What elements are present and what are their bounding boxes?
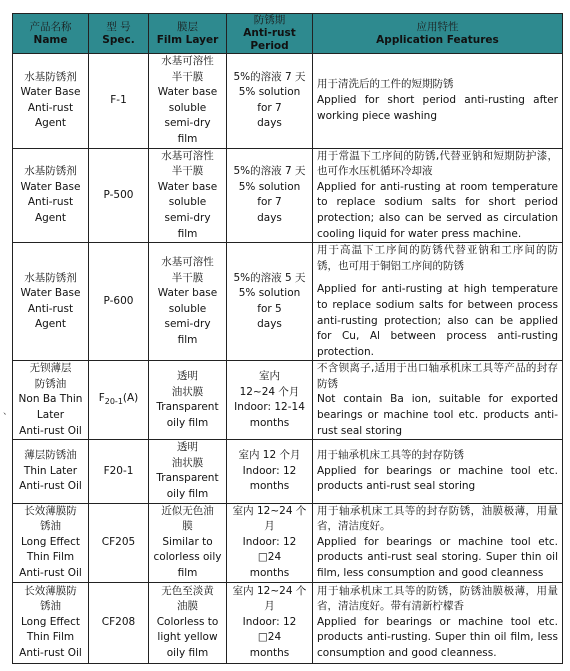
- application-features-cell: [313, 243, 563, 361]
- product-name-cell-line: Later: [36, 409, 65, 422]
- film-layer-cell-line: film: [177, 567, 198, 579]
- product-name-cell-line: Agent: [34, 117, 67, 130]
- film-layer-cell-line: Transparent: [156, 401, 219, 414]
- anti-rust-period-cell: [227, 503, 313, 582]
- anti-rust-period-cell-line: 5%的溶液 7 天: [233, 70, 306, 83]
- film-layer-cell-line: colorless oily: [153, 551, 222, 564]
- product-name-cell-line: 薄层防锈油: [24, 449, 77, 462]
- anti-rust-period-cell-line: Indoor: 12 □24: [242, 615, 297, 644]
- product-name-cell-line: Anti-rust Oil: [19, 646, 82, 659]
- table-row: [13, 440, 563, 503]
- features-zh: 用于轴承机床工具等的防锈，防锈油膜极薄，用量省，清洁度好。带有清新柠檬香: [317, 584, 558, 613]
- table-body: [13, 54, 563, 664]
- features-zh: 用于常温下工序间的防锈,代替亚钠和短期防护漆，也可作水压机循环冷却液: [317, 149, 558, 178]
- spec-cell: [89, 361, 149, 440]
- application-features-cell: [313, 503, 563, 582]
- film-layer-cell-line: oily film: [166, 488, 209, 501]
- spec-cell: P-500: [89, 148, 149, 243]
- features-en: Applied for anti-rusting at high temperature to replace sodium salts for between process anti-rusting protection; also can be applied for Cu, Al between process anti-rusting protection.: [317, 283, 558, 358]
- features-en: Applied for short period anti-rusting after working piece washing: [317, 93, 558, 122]
- features-zh: 用于轴承机床工具等的封存防锈，油膜极薄，用量省，清洁度好。: [317, 504, 558, 533]
- film-layer-cell-line: oily film: [166, 416, 209, 429]
- film-layer-cell-line: 水基可溶性: [161, 149, 214, 162]
- film-layer-cell-line: 油状膜: [171, 385, 204, 398]
- header-name-zh: 产品名称: [29, 20, 72, 33]
- film-layer-cell-line: 半干膜: [171, 70, 204, 83]
- film-layer-cell: [149, 440, 227, 503]
- table-header: [13, 14, 563, 54]
- spec-prefix: F: [98, 391, 105, 404]
- anti-rust-period-cell: [227, 582, 313, 663]
- product-name-cell: [13, 503, 89, 582]
- anti-rust-period-cell-line: 5% solution for 5: [238, 287, 301, 315]
- spec-cell: CF208: [89, 582, 149, 663]
- film-layer-cell-line: soluble: [168, 302, 207, 315]
- header-spec-zh: 型 号: [106, 20, 131, 33]
- header-film: [149, 14, 227, 54]
- features-zh: 不含钡离子,适用于出口轴承机床工具等产品的封存防锈: [317, 362, 558, 390]
- spec-suffix: (A): [122, 391, 139, 404]
- film-layer-cell-line: 半干膜: [171, 165, 204, 178]
- header-name: [13, 14, 89, 54]
- header-row: [13, 14, 563, 54]
- product-name-cell-line: Agent: [34, 211, 67, 224]
- film-layer-cell-line: 透明: [177, 370, 198, 383]
- film-layer-cell: [149, 243, 227, 361]
- product-name-cell-line: Long Effect: [21, 615, 80, 628]
- anti-rust-period-cell-line: 室内 12~24 个月: [232, 504, 307, 533]
- product-name-cell-line: 水基防锈剂: [24, 165, 77, 178]
- film-layer-cell: [149, 148, 227, 243]
- spec-subscript: 20-1: [104, 397, 123, 407]
- features-en: Applied for bearings or machine tool etc. products anti-rust seal storing: [317, 464, 558, 493]
- anti-rust-period-cell-line: months: [249, 646, 290, 659]
- film-layer-cell-line: 透明: [177, 441, 198, 454]
- film-layer-cell-line: Similar to: [162, 535, 213, 548]
- anti-rust-period-cell-line: 5% solution for 7: [238, 180, 301, 209]
- application-features-cell: [313, 54, 563, 149]
- product-name-cell-line: Long Effect: [21, 535, 80, 548]
- anti-rust-period-cell-line: 5%的溶液 7 天: [233, 165, 306, 178]
- margin-mark: 、: [3, 407, 13, 417]
- product-name-cell-line: Anti-rust Oil: [19, 424, 82, 437]
- film-layer-cell-line: 半干膜: [171, 271, 204, 284]
- features-zh: 用于清洗后的工件的短期防锈: [317, 78, 454, 91]
- product-name-cell-line: Water Base: [20, 287, 81, 300]
- spec-cell: P-600: [89, 243, 149, 361]
- features-en: Applied for bearings or machine tool etc. products anti-rust seal storing. Super thin oil film, less consumption and good cleanness: [317, 535, 558, 579]
- anti-rust-period-cell-line: Indoor: 12 □24: [242, 535, 297, 564]
- application-features-cell: [313, 361, 563, 440]
- product-name-cell-line: Water Base: [20, 86, 81, 99]
- product-name-cell-line: Anti-rust Oil: [19, 480, 82, 493]
- spec-cell: CF205: [89, 503, 149, 582]
- header-spec-en: Spec.: [102, 33, 135, 46]
- film-layer-cell-line: semi-dry film: [164, 318, 211, 346]
- product-name-cell-line: 水基防锈剂: [24, 271, 77, 284]
- film-layer-cell: [149, 54, 227, 149]
- film-layer-cell: [149, 503, 227, 582]
- application-features-cell: [313, 440, 563, 503]
- product-name-cell-line: Anti-rust Oil: [19, 567, 82, 579]
- features-spacer: [317, 274, 558, 282]
- product-name-cell-line: Anti-rust: [27, 196, 74, 209]
- product-name-cell: [13, 54, 89, 149]
- features-en: Applied for anti-rusting at room temperature to replace sodium salts for short period protection; also can be served as circulation cooling liquid for water press machine.: [317, 180, 558, 240]
- film-layer-cell-line: 水基可溶性: [161, 255, 214, 268]
- film-layer-cell-line: 近似无色油: [161, 504, 214, 517]
- anti-rust-period-cell-line: 5%的溶液 5 天: [233, 271, 306, 284]
- film-layer-cell-line: Colorless to: [156, 615, 219, 628]
- film-layer-cell: [149, 582, 227, 663]
- film-layer-cell-line: Water base: [157, 86, 218, 99]
- table-row: [13, 243, 563, 361]
- table-row: [13, 361, 563, 440]
- features-en: Not contain Ba ion, suitable for exported bearings or machine tool etc. products anti-rust seal storing: [317, 393, 558, 437]
- anti-rust-period-cell-line: Indoor: 12 months: [242, 464, 297, 493]
- anti-rust-period-cell-line: months: [249, 416, 290, 429]
- anti-rust-period-cell-line: days: [257, 318, 282, 331]
- film-layer-cell-line: light yellow: [157, 631, 218, 644]
- film-layer-cell-line: soluble: [168, 101, 207, 114]
- anti-rust-period-cell: [227, 361, 313, 440]
- header-film-en: Film Layer: [156, 33, 219, 46]
- film-layer-cell-line: 无色至淡黄: [161, 584, 214, 597]
- spec-cell: F-1: [89, 54, 149, 149]
- spec-cell: F20-1: [89, 440, 149, 503]
- film-layer-cell-line: 油膜: [177, 600, 198, 613]
- product-table: [12, 13, 563, 664]
- header-spec: [89, 14, 149, 54]
- anti-rust-period-cell: [227, 243, 313, 361]
- header-period: [227, 14, 313, 54]
- product-name-cell-line: 水基防锈剂: [24, 70, 77, 83]
- product-name-cell: [13, 361, 89, 440]
- product-name-cell-line: Water Base: [20, 180, 81, 193]
- application-features-cell: [313, 582, 563, 663]
- anti-rust-period-cell: [227, 54, 313, 149]
- header-period-zh: 防锈期: [253, 14, 286, 26]
- film-layer-cell-line: Water base: [157, 180, 218, 193]
- product-name-cell-line: Anti-rust: [27, 302, 74, 315]
- anti-rust-period-cell-line: months: [249, 567, 290, 579]
- film-layer-cell-line: Transparent: [156, 472, 219, 485]
- product-name-cell-line: 锈油: [40, 600, 61, 613]
- anti-rust-period-cell-line: 室内 12 个月: [238, 449, 301, 462]
- film-layer-cell-line: 膜: [182, 520, 193, 533]
- film-layer-cell-line: 油状膜: [171, 456, 204, 469]
- table-row: [13, 503, 563, 582]
- anti-rust-period-cell-line: Indoor: 12-14: [234, 401, 305, 414]
- product-name-cell: [13, 243, 89, 361]
- table-row: [13, 148, 563, 243]
- table-row: [13, 54, 563, 149]
- header-features-zh: 应用特性: [416, 20, 459, 33]
- product-name-cell-line: 防锈油: [34, 377, 67, 390]
- application-features-cell: [313, 148, 563, 243]
- film-layer-cell-line: oily film: [166, 646, 209, 659]
- features-zh: 用于高温下工序间的防锈代替亚钠和工序间的防锈，也可用于铜铝工序间的防锈: [317, 244, 558, 272]
- product-name-cell-line: Agent: [34, 318, 67, 331]
- product-name-cell-line: 锈油: [40, 520, 61, 533]
- product-name-cell-line: 长效薄膜防: [24, 584, 77, 597]
- anti-rust-period-cell-line: 5% solution for 7: [238, 86, 301, 114]
- anti-rust-period-cell-line: days: [257, 211, 282, 224]
- features-zh: 用于轴承机床工具等的封存防锈: [317, 449, 464, 462]
- product-name-cell-line: Thin Film: [26, 631, 75, 644]
- product-name-cell: [13, 582, 89, 663]
- film-layer-cell-line: 水基可溶性: [161, 55, 214, 67]
- features-en: Applied for bearings or machine tool etc. products anti-rusting. Super thin oil film, less consumption and good cleanness.: [317, 615, 558, 659]
- product-name-cell-line: Non Ba Thin: [18, 393, 83, 406]
- product-name-cell-line: 无钡薄层: [29, 362, 72, 375]
- film-layer-cell-line: semi-dry film: [164, 211, 211, 240]
- film-layer-cell-line: Water base: [157, 287, 218, 300]
- product-name-cell: [13, 148, 89, 243]
- product-name-cell: [13, 440, 89, 503]
- anti-rust-period-cell-line: 室内 12~24 个月: [232, 584, 307, 613]
- header-period-en: Anti-rust Period: [243, 27, 296, 52]
- anti-rust-period-cell: [227, 440, 313, 503]
- product-name-cell-line: Thin Film: [26, 551, 75, 564]
- anti-rust-period-cell-line: 12~24 个月: [239, 385, 300, 398]
- header-film-zh: 膜层: [177, 20, 198, 33]
- anti-rust-period-cell: [227, 148, 313, 243]
- anti-rust-period-cell-line: 室内: [259, 370, 280, 383]
- table-row: [13, 582, 563, 663]
- anti-rust-period-cell-line: days: [257, 117, 282, 130]
- header-features-en: Application Features: [376, 33, 499, 46]
- product-name-cell-line: Thin Later: [23, 464, 78, 477]
- product-name-cell-line: 长效薄膜防: [24, 504, 77, 517]
- film-layer-cell-line: semi-dry film: [164, 117, 211, 145]
- header-features: [313, 14, 563, 54]
- header-name-en: Name: [33, 33, 68, 46]
- film-layer-cell-line: soluble: [168, 196, 207, 209]
- product-name-cell-line: Anti-rust: [27, 101, 74, 114]
- film-layer-cell: [149, 361, 227, 440]
